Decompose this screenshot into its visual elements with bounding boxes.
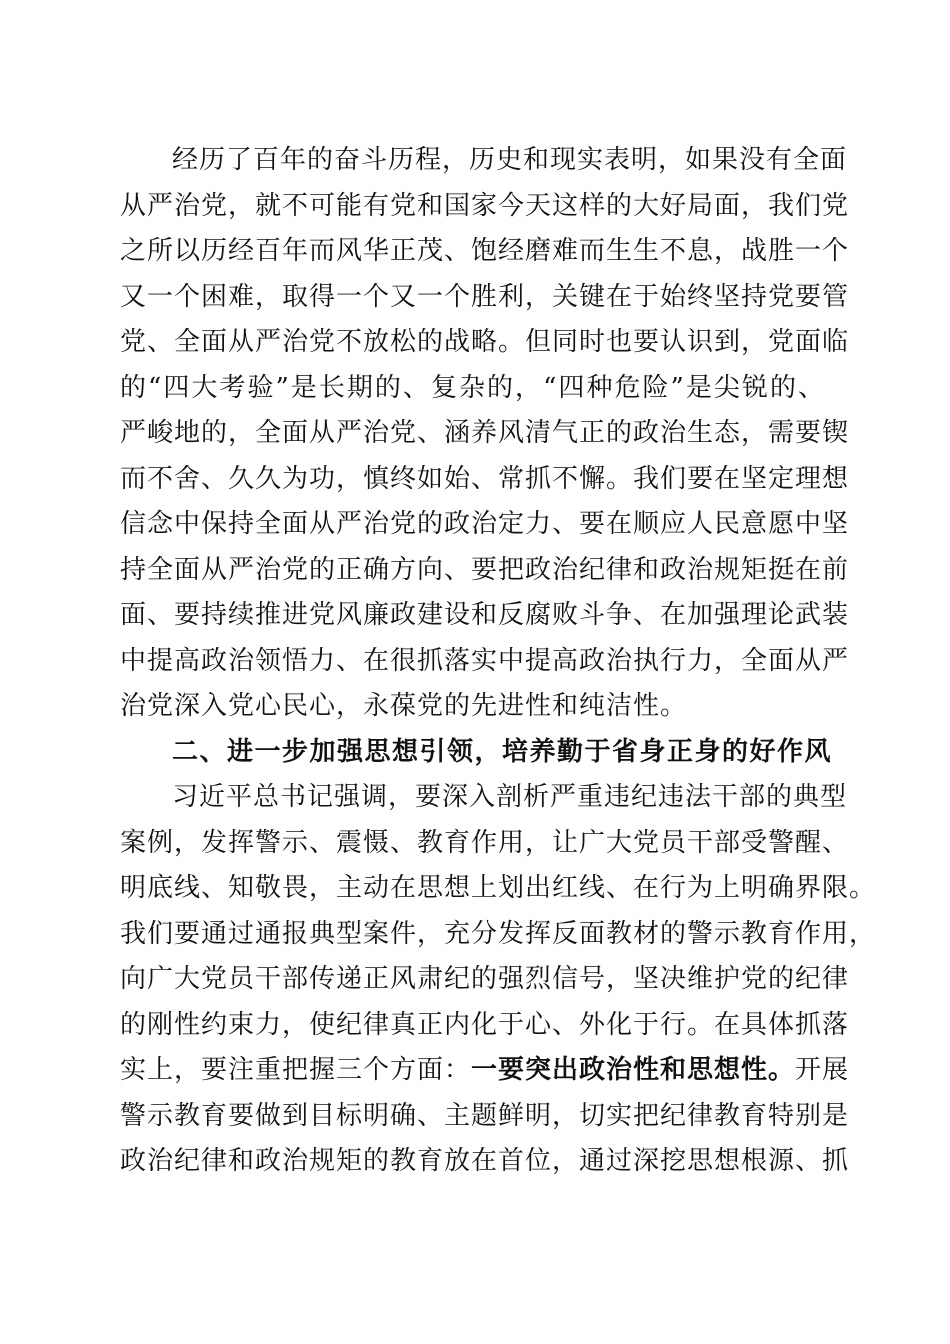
paragraph-1-line-10: 持全面从严治党的正确方向、要把政治纪律和政治规矩挺在前: [120, 555, 850, 585]
paragraph-2-line-8: 警示教育要做到目标明确、主题鲜明，切实把纪律教育特别是: [120, 1101, 850, 1131]
paragraph-1-line-1: 经历了百年的奋斗历程，历史和现实表明，如果没有全面: [172, 145, 848, 175]
paragraph-1-line-3: 之所以历经百年而风华正茂、饱经磨难而生生不息，战胜一个: [120, 236, 850, 266]
paragraph-2-line-7-prefix: 实上，要注重把握三个方面：: [120, 1055, 472, 1085]
paragraph-1-line-5: 党、全面从严治党不放松的战略。但同时也要认识到，党面临: [120, 327, 850, 357]
paragraph-2-line-3: 明底线、知敬畏，主动在思想上划出红线、在行为上明确界限。: [120, 873, 877, 903]
paragraph-2-line-6: 的刚性约束力，使纪律真正内化于心、外化于行。在具体抓落: [120, 1010, 850, 1040]
paragraph-2-line-9: 政治纪律和政治规矩的教育放在首位，通过深挖思想根源、抓: [120, 1146, 850, 1176]
paragraph-1-line-6: 的“四大考验”是长期的、复杂的，“四种危险”是尖锐的、: [120, 373, 825, 403]
paragraph-2-line-2: 案例，发挥警示、震慑、教育作用，让广大党员干部受警醒、: [120, 828, 850, 858]
paragraph-1-line-11: 面、要持续推进党风廉政建设和反腐败斗争、在加强理论武装: [120, 600, 850, 630]
paragraph-2-line-7-suffix: 开展: [795, 1055, 850, 1085]
paragraph-1-line-2: 从严治党，就不可能有党和国家今天这样的大好局面，我们党: [120, 191, 850, 221]
paragraph-2-line-1: 习近平总书记强调，要深入剖析严重违纪违法干部的典型: [172, 782, 848, 812]
paragraph-1-line-4: 又一个困难，取得一个又一个胜利，关键在于始终坚持党要管: [120, 282, 850, 312]
paragraph-2-line-7: [120, 1047, 850, 1093]
section-heading-2: 二、进一步加强思想引领，培养勤于省身正身的好作风: [172, 737, 833, 767]
paragraph-1-line-8: 而不舍、久久为功，慎终如始、常抓不懈。我们要在坚定理想: [120, 464, 850, 494]
paragraph-2-line-4: 我们要通过通报典型案件，充分发挥反面教材的警示教育作用，: [120, 919, 877, 949]
paragraph-1-line-7: 严峻地的，全面从严治党、涵养风清气正的政治生态，需要锲: [120, 418, 850, 448]
paragraph-2-emphasis: 一要突出政治性和思想性。: [471, 1055, 796, 1085]
paragraph-1-line-9: 信念中保持全面从严治党的政治定力、要在顺应人民意愿中坚: [120, 509, 850, 539]
paragraph-2-line-5: 向广大党员干部传递正风肃纪的强烈信号，坚决维护党的纪律: [120, 964, 850, 994]
paragraph-1-line-12: 中提高政治领悟力、在很抓落实中提高政治执行力，全面从严: [120, 646, 850, 676]
paragraph-1-line-13: 治党深入党心民心，永葆党的先进性和纯洁性。: [120, 691, 688, 721]
